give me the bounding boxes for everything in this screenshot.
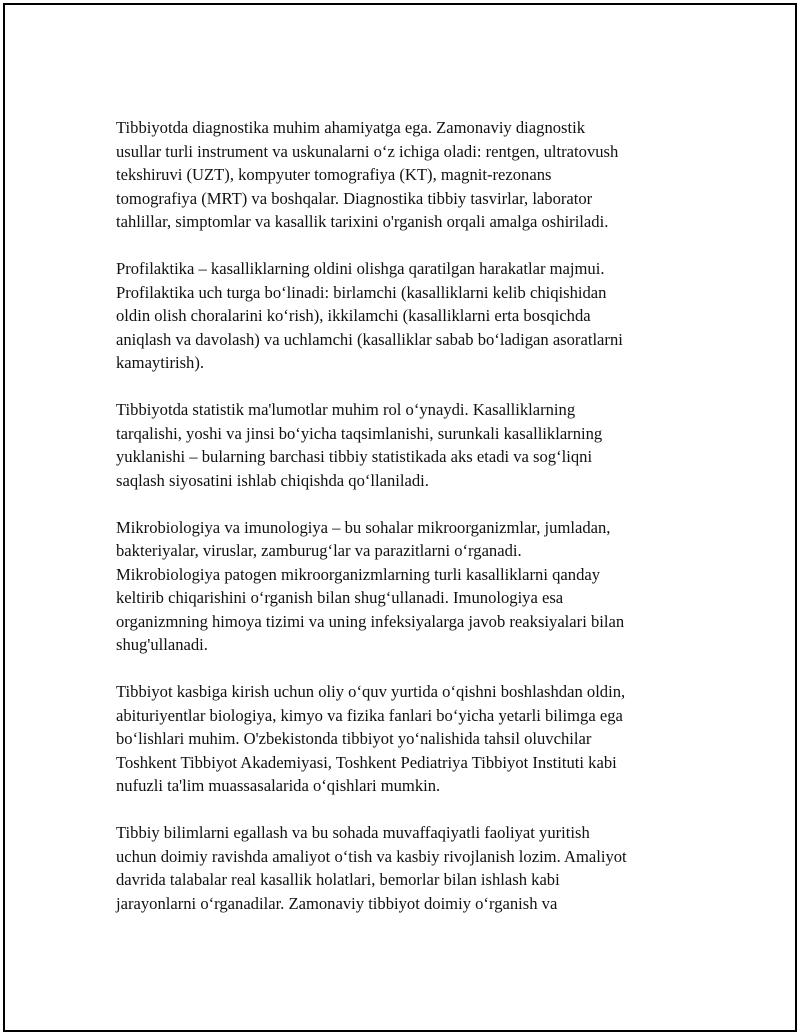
text-line: bo‘lishlari muhim. O'zbekistonda tibbiyot yo‘nalishida tahsil oluvchilar: [116, 729, 592, 748]
text-line: aniqlash va davolash) va uchlamchi (kasalliklar sabab bo‘ladigan asoratlarni: [116, 329, 623, 349]
text-line: Tibbiyotda diagnostika muhim ahamiyatga ega. Zamonaviy diagnostik: [116, 118, 586, 137]
text-line: Tibbiyotda statistik ma'lumotlar muhim rol o‘ynaydi. Kasalliklarning: [116, 400, 576, 419]
text-line: tarqalishi, yoshi va jinsi bo‘yicha taqsimlanishi, surunkali kasalliklarning: [116, 423, 603, 443]
text-line: Mikrobiologiya patogen mikroorganizmlarning turli kasalliklarni qanday: [116, 564, 601, 584]
text-line: oldin olish choralarini ko‘rish), ikkilamchi (kasalliklarni erta bosqichda: [116, 306, 591, 325]
text-line: Profilaktika uch turga bo‘linadi: birlamchi (kasalliklarni kelib chiqishidan: [116, 282, 607, 302]
text-line: bakteriyalar, viruslar, zamburug‘lar va parazitlarni o‘rganadi.: [116, 541, 522, 560]
text-line: yuklanishi – bularning barchasi tibbiy statistikada aks etadi va sog‘liqni: [116, 447, 593, 466]
paragraph-statistics: [116, 398, 716, 492]
text-line: Tibbiyot kasbiga kirish uchun oliy o‘quv yurtida o‘qishni boshlashdan oldin,: [116, 682, 626, 701]
text-line: jarayonlarni o‘rganadilar. Zamonaviy tibbiyot doimiy o‘rganish va: [116, 893, 558, 913]
text-line: uchun doimiy ravishda amaliyot o‘tish va kasbiy rivojlanish lozim. Amaliyot: [116, 846, 627, 866]
text-line: Mikrobiologiya va imunologiya – bu sohalar mikroorganizmlar, jumladan,: [116, 517, 611, 537]
paragraph-diagnostics: [116, 116, 716, 234]
paragraph-practice: [116, 821, 716, 915]
text-line: Toshkent Tibbiyot Akademiyasi, Toshkent Pediatriya Tibbiyot Instituti kabi: [116, 752, 617, 772]
text-line: usullar turli instrument va uskunalarni o‘z ichiga oladi: rentgen, ultratovush: [116, 141, 619, 161]
text-line: kamaytirish).: [116, 353, 205, 372]
text-line: Tibbiy bilimlarni egallash va bu sohada muvaffaqiyatli faoliyat yuritish: [116, 823, 590, 842]
text-line: nufuzli ta'lim muassasalarida o‘qishlari mumkin.: [116, 776, 441, 795]
text-line: tahlillar, simptomlar va kasallik tarixini o'rganish orqali amalga oshiriladi.: [116, 212, 609, 231]
text-line: keltirib chiqarishini o‘rganish bilan shug‘ullanadi. Imunologiya esa: [116, 588, 564, 607]
paragraph-prophylaxis: [116, 257, 716, 375]
document-body: [116, 116, 716, 915]
text-line: davrida talabalar real kasallik holatlari, bemorlar bilan ishlash kabi: [116, 870, 560, 889]
text-line: Profilaktika – kasalliklarning oldini olishga qaratilgan harakatlar majmui.: [116, 259, 605, 278]
text-line: shug'ullanadi.: [116, 635, 208, 654]
text-line: saqlash siyosatini ishlab chiqishda qo‘llaniladi.: [116, 470, 429, 490]
text-line: tomografiya (MRT) va boshqalar. Diagnostika tibbiy tasvirlar, laborator: [116, 188, 593, 208]
text-line: tekshiruvi (UZT), kompyuter tomografiya (KT), magnit-rezonans: [116, 165, 552, 184]
text-line: organizmning himoya tizimi va uning infeksiyalarga javob reaksiyalari bilan: [116, 611, 625, 631]
paragraph-microbiology: [116, 516, 716, 657]
text-line: abituriyentlar biologiya, kimyo va fizika fanlari bo‘yicha yetarli bilimga ega: [116, 705, 623, 725]
paragraph-admission: [116, 680, 716, 798]
